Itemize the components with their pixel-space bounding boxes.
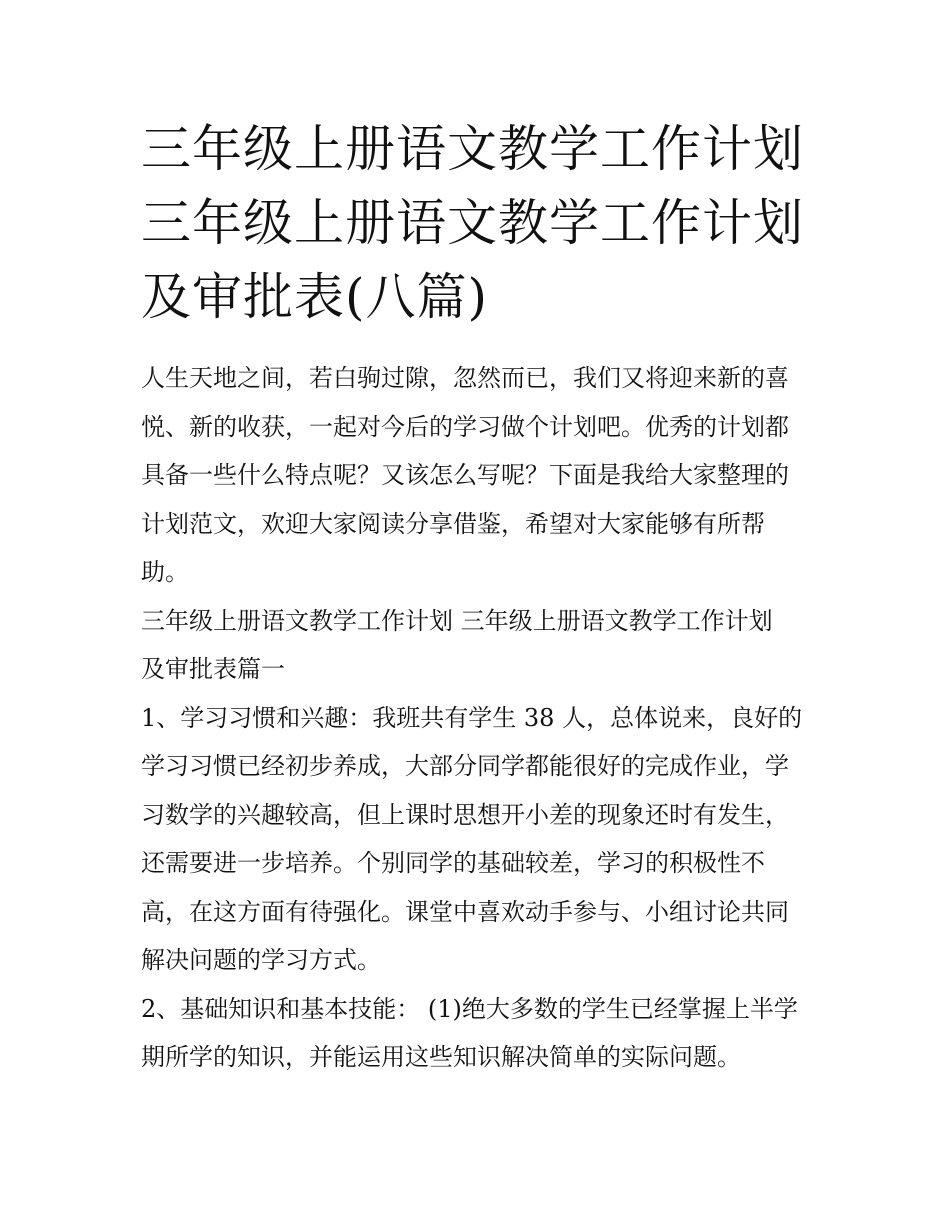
paragraph-line: 1、学习习惯和兴趣：我班共有学生 38 人，总体说来，良好的 [141,703,803,732]
paragraph-line: 还需要进一步培养。个别同学的基础较差，学习的积极性不 [141,849,765,877]
paragraph-line: 解决问题的学习方式。 [141,946,381,974]
intro-line: 悦、新的收获，一起对今后的学习做个计划吧。优秀的计划都 [141,412,789,441]
section-heading-line: 三年级上册语文教学工作计划 三年级上册语文教学工作计划 [141,606,773,635]
paragraph-line: 学习习惯已经初步养成，大部分同学都能很好的完成作业，学 [141,752,789,780]
title-line: 三年级上册语文教学工作计划 [141,120,804,178]
section-heading-line: 及审批表篇一 [141,655,285,683]
paragraph-line: 2、基础知识和基本技能： (1)绝大多数的学生已经掌握上半学 [141,994,798,1023]
intro-line: 具备一些什么特点呢？又该怎么写呢？下面是我给大家整理的 [141,461,789,489]
intro-line: 人生天地之间，若白驹过隙，忽然而已，我们又将迎来新的喜 [141,364,789,392]
paragraph-line: 高，在这方面有待强化。课堂中喜欢动手参与、小组讨论共同 [141,897,789,926]
title-line: 及审批表(八篇) [141,268,489,326]
document-page [141,112,821,1082]
document-body [141,354,821,1082]
paragraph-line: 习数学的兴趣较高，但上课时思想开小差的现象还时有发生， [141,800,789,829]
intro-line: 助。 [141,558,189,586]
title-line: 三年级上册语文教学工作计划 [141,194,804,252]
intro-line: 计划范文，欢迎大家阅读分享借鉴，希望对大家能够有所帮 [141,509,765,538]
paragraph-line: 期所学的知识，并能运用这些知识解决简单的实际问题。 [141,1043,741,1071]
document-title [141,112,821,334]
